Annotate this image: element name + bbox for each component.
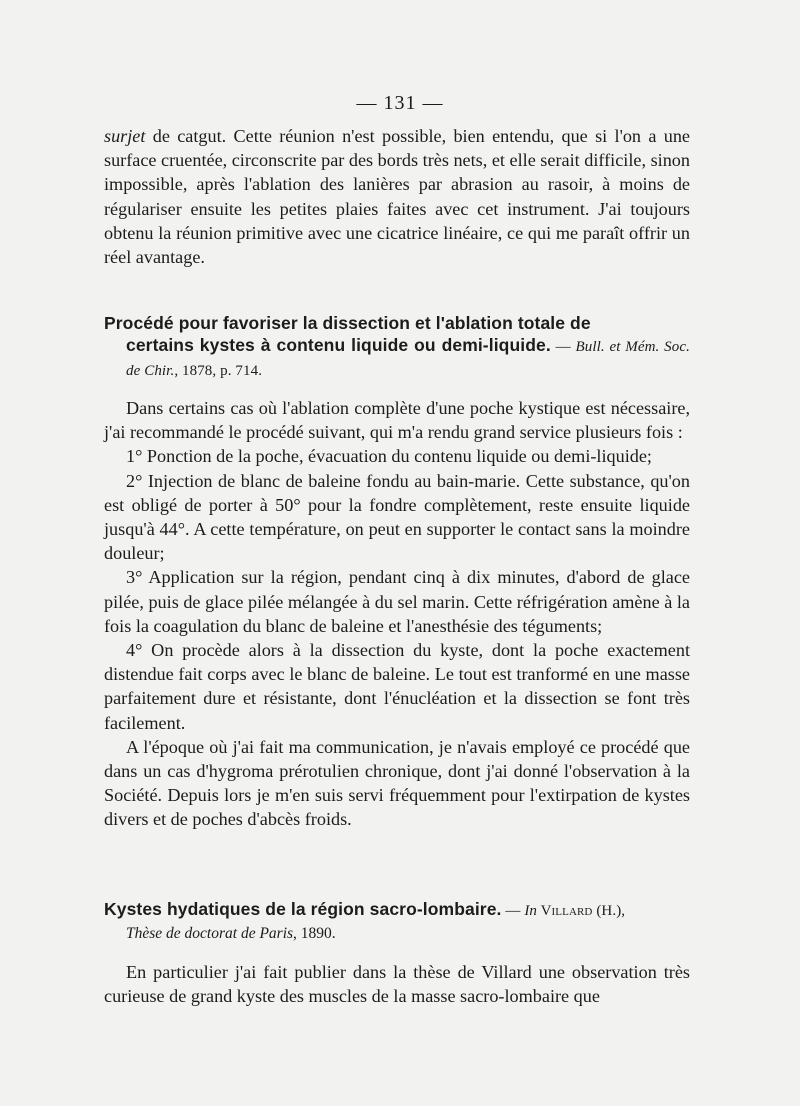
section1-heading-line2: certains kystes à contenu liquide ou demi-liquide. <box>126 335 551 355</box>
section2-paragraph: En particulier j'ai fait publier dans la thèse de Villard une observation très curieuse de grand kyste des muscles de la masse sacro-lombaire que <box>104 962 690 1007</box>
section2-subline <box>104 923 690 945</box>
intro-lead-italic: surjet <box>104 126 146 146</box>
intro-text: de catgut. Cette réunion n'est possible, bien entendu, que si l'on a une surface cruentée, circonscrite par des bords très nets, et elle serait difficile, sinon impossible, après l'ablation des lanières par abrasion au rasoir, à moins de régulariser ensuite les petites plaies faites avec cet instrument. J'ai toujours obtenu la réunion primitive avec une cicatrice linéaire, ce qui me paraît offrir un réel avantage. <box>104 126 690 268</box>
section1-paragraph-3: 2° Injection de blanc de baleine fondu au bain-marie. Cette substance, qu'on est obligé de porter à 50° pour la fondre complètement, reste ensuite liquide jusqu'à 44°. A cette température, on peut en supporter le contact sans la moindre douleur; <box>104 470 690 564</box>
section2-heading-block <box>104 898 690 945</box>
section1-heading-line1: Procédé pour favoriser la dissection et l'ablation totale de <box>104 313 591 333</box>
section2-ref-author: Villard (H.), <box>537 903 626 919</box>
section1-paragraph-1: Dans certains cas où l'ablation complète d'une poche kystique est nécessaire, j'ai recommandé le procédé suivant, qui m'a rendu grand service plusieurs fois : <box>104 398 690 443</box>
section1-ref-dash: — <box>550 339 576 355</box>
section2-subline-italic: Thèse de doctorat de Paris <box>126 925 294 942</box>
section2-subline-rest: , 1890. <box>293 925 336 942</box>
page-number: — 131 — <box>356 92 444 114</box>
intro-paragraph <box>104 124 690 269</box>
intro-block <box>104 124 690 269</box>
section2-heading <box>104 898 690 922</box>
section2-body <box>104 960 690 1008</box>
section1-heading-block <box>104 312 690 382</box>
section2-ref-dash: — <box>501 903 525 919</box>
section1-heading <box>104 312 690 382</box>
section1-ref-journal: Bull. et Mém. Soc. de Chir. <box>126 339 690 379</box>
section1-body <box>104 396 690 832</box>
section1-ref-rest: , 1878, p. 714. <box>174 363 263 379</box>
section2-ref-in: In <box>524 903 538 919</box>
section1-paragraph-2: 1° Ponction de la poche, évacuation du contenu liquide ou demi-liquide; <box>126 446 652 467</box>
section1-paragraph-5: 4° On procède alors à la dissection du kyste, dont la poche exactement distendue fait corps avec le blanc de baleine. Le tout est tranformé en une masse parfaitement dure et résistante, dont l'énucléation et la dissection se font très facilement. <box>104 640 690 733</box>
section1-paragraph-4: 3° Application sur la région, pendant cinq à dix minutes, d'abord de glace pilée, puis de glace pilée mélangée à du sel marin. Cette réfrigération amène à la fois la coagulation du blanc de baleine et l'anesthésie des téguments; <box>104 567 690 636</box>
section1-paragraph-6: A l'époque où j'ai fait ma communication, je n'avais employé ce procédé que dans un cas d'hygroma prérotulien chronique, dont j'ai donné l'observation à la Société. Depuis lors je m'en suis servi fréquemment pour l'extirpation de kystes divers et de poches d'abcès froids. <box>104 736 690 830</box>
section1-heading-line2-wrap <box>104 334 690 382</box>
section2-heading-text: Kystes hydatiques de la région sacro-lombaire. <box>104 899 502 919</box>
